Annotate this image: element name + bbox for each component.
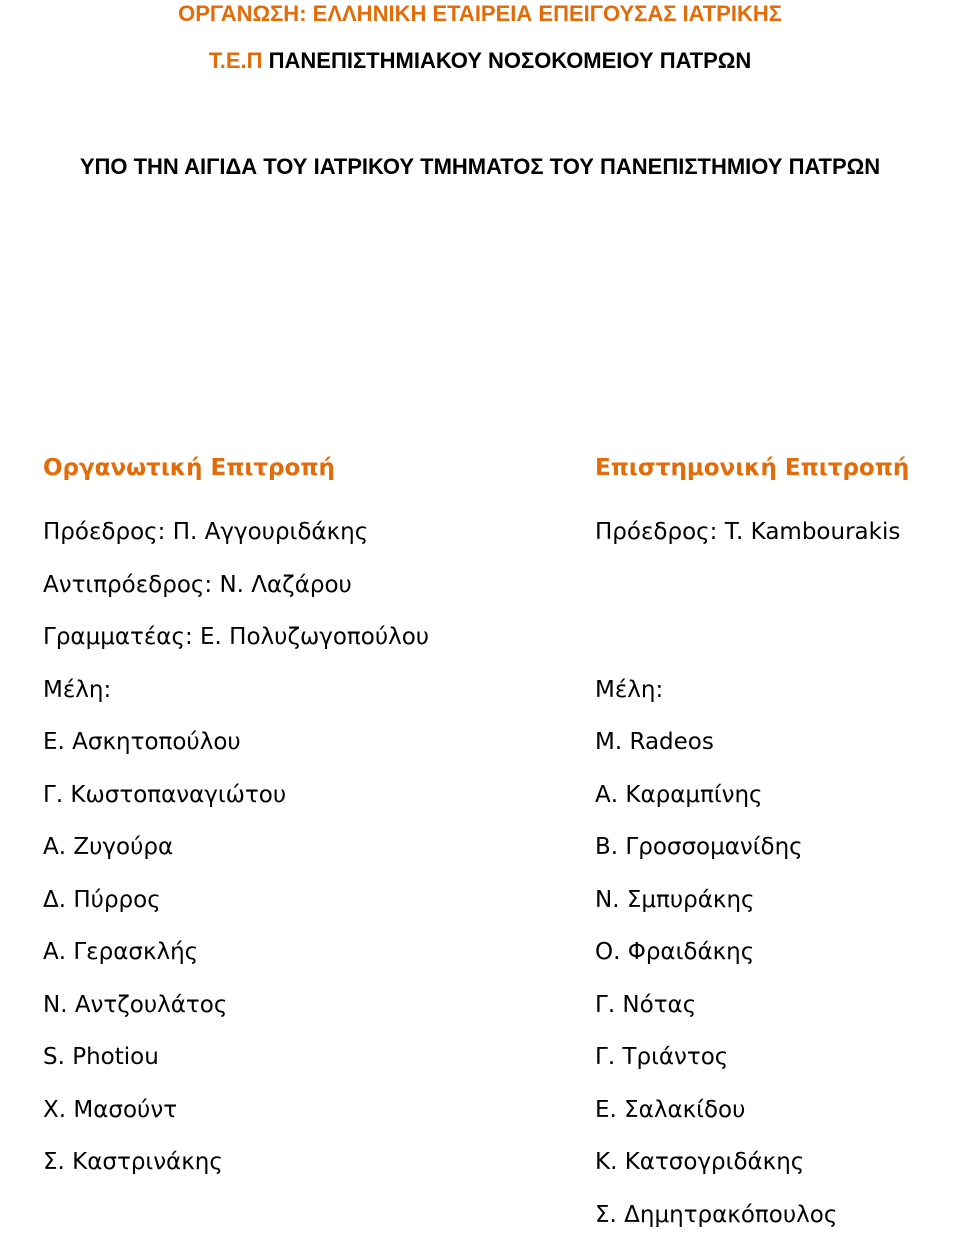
organizing-members-label: Μέλη: bbox=[43, 664, 513, 717]
organizing-committee bbox=[43, 448, 513, 1189]
scientific-committee bbox=[595, 448, 955, 1241]
organizing-member: S. Photiou bbox=[43, 1031, 513, 1084]
scientific-member: M. Radeos bbox=[595, 716, 955, 769]
blank-row bbox=[595, 559, 955, 612]
scientific-member: Α. Καραμπίνης bbox=[595, 769, 955, 822]
scientific-member: Γ. Νότας bbox=[595, 979, 955, 1032]
scientific-member: Ν. Σμπυράκης bbox=[595, 874, 955, 927]
scientific-member: Γ. Τριάντος bbox=[595, 1031, 955, 1084]
scientific-member: Σ. Δημητρακόπουλος bbox=[595, 1189, 955, 1241]
organizing-member: Α. Ζυγούρα bbox=[43, 821, 513, 874]
organizing-member: Α. Γερασκλής bbox=[43, 926, 513, 979]
blank-row bbox=[595, 611, 955, 664]
organizing-committee-heading: Οργανωτική Επιτροπή bbox=[43, 448, 513, 488]
organizing-member: Χ. Μασούντ bbox=[43, 1084, 513, 1137]
co-organizer-prefix: Τ.Ε.Π bbox=[209, 48, 263, 73]
organizer-line bbox=[0, 0, 960, 29]
auspices-line: ΥΠΟ ΤΗΝ ΑΙΓΙΔΑ ΤΟΥ ΙΑΤΡΙΚΟΥ ΤΜΗΜΑΤΟΣ ΤΟΥ ΠΑΝΕΠΙΣΤΗΜΙΟΥ ΠΑΤΡΩΝ bbox=[0, 152, 960, 182]
co-organizer-name: ΠΑΝΕΠΙΣΤΗΜΙΑΚΟΥ ΝΟΣΟΚΟΜΕΙΟΥ ΠΑΤΡΩΝ bbox=[269, 48, 752, 73]
organizing-member: Ν. Αντζουλάτος bbox=[43, 979, 513, 1032]
organizer-name: ΕΛΛΗΝΙΚΗ ΕΤΑΙΡΕΙΑ ΕΠΕΙΓΟΥΣΑΣ ΙΑΤΡΙΚΗΣ bbox=[313, 1, 782, 26]
scientific-president: Πρόεδρος: T. Kambourakis bbox=[595, 506, 955, 559]
organizing-member: Σ. Καστρινάκης bbox=[43, 1136, 513, 1189]
scientific-member: Β. Γροσσομανίδης bbox=[595, 821, 955, 874]
organizing-member: Γ. Κωστοπαναγιώτου bbox=[43, 769, 513, 822]
organizer-label: ΟΡΓΑΝΩΣΗ: bbox=[178, 1, 306, 26]
organizing-vice-president: Αντιπρόεδρος: Ν. Λαζάρου bbox=[43, 559, 513, 612]
organizing-member: Ε. Ασκητοπούλου bbox=[43, 716, 513, 769]
co-organizer-line bbox=[0, 46, 960, 76]
scientific-committee-heading: Επιστημονική Επιτροπή bbox=[595, 448, 955, 488]
organizing-member: Δ. Πύρρος bbox=[43, 874, 513, 927]
scientific-members-label: Μέλη: bbox=[595, 664, 955, 717]
scientific-member: Ο. Φραιδάκης bbox=[595, 926, 955, 979]
scientific-member: Ε. Σαλακίδου bbox=[595, 1084, 955, 1137]
organizing-president: Πρόεδρος: Π. Αγγουριδάκης bbox=[43, 506, 513, 559]
organizing-secretary: Γραμματέας: Ε. Πολυζωγοπούλου bbox=[43, 611, 513, 664]
scientific-member: Κ. Κατσογριδάκης bbox=[595, 1136, 955, 1189]
